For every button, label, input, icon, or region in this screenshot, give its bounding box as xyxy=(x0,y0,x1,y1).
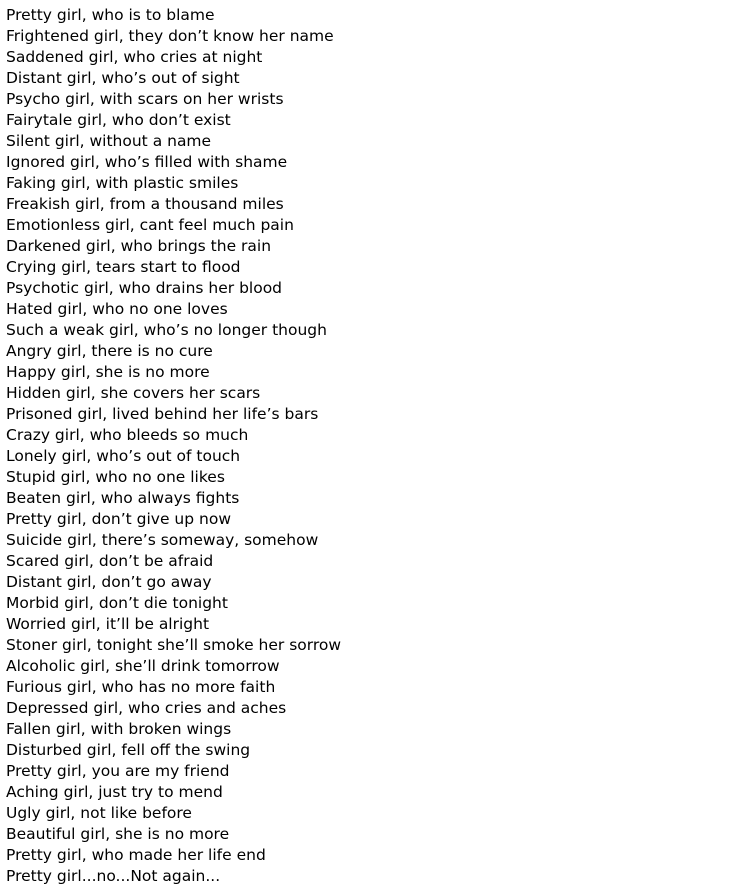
poem-line: Darkened girl, who brings the rain xyxy=(6,237,272,255)
poem-line: Psycho girl, with scars on her wrists xyxy=(6,90,284,108)
poem-line: Ugly girl, not like before xyxy=(6,804,192,822)
poem-line: Disturbed girl, fell off the swing xyxy=(6,741,251,759)
poem-line: Morbid girl, don’t die tonight xyxy=(6,594,228,612)
poem-line: Prisoned girl, lived behind her life’s bars xyxy=(6,405,319,423)
poem-line: Worried girl, it’ll be alright xyxy=(6,615,210,633)
poem-line: Alcoholic girl, she’ll drink tomorrow xyxy=(6,657,280,675)
poem-line: Emotionless girl, cant feel much pain xyxy=(6,216,294,234)
poem-line: Beautiful girl, she is no more xyxy=(6,825,230,843)
poem-line: Pretty girl, don’t give up now xyxy=(6,510,232,528)
poem-line: Freakish girl, from a thousand miles xyxy=(6,195,284,213)
poem-line: Beaten girl, who always fights xyxy=(6,489,240,507)
poem-line: Pretty girl, who made her life end xyxy=(6,846,266,864)
poem-line: Pretty girl, you are my friend xyxy=(6,762,230,780)
poem-line: Stoner girl, tonight she’ll smoke her sorrow xyxy=(6,636,342,654)
poem-line: Saddened girl, who cries at night xyxy=(6,48,263,66)
poem-line: Ignored girl, who’s filled with shame xyxy=(6,153,288,171)
poem-line: Furious girl, who has no more faith xyxy=(6,678,276,696)
poem-line: Fairytale girl, who don’t exist xyxy=(6,111,231,129)
poem-line: Scared girl, don’t be afraid xyxy=(6,552,214,570)
poem-line: Lonely girl, who’s out of touch xyxy=(6,447,241,465)
poem-line: Faking girl, with plastic smiles xyxy=(6,174,239,192)
poem-line: Distant girl, don’t go away xyxy=(6,573,212,591)
poem-line: Hidden girl, she covers her scars xyxy=(6,384,261,402)
poem-line: Stupid girl, who no one likes xyxy=(6,468,225,486)
poem-line: Hated girl, who no one loves xyxy=(6,300,228,318)
poem-line: Crazy girl, who bleeds so much xyxy=(6,426,249,444)
poem-line: Angry girl, there is no cure xyxy=(6,342,213,360)
poem-line: Such a weak girl, who’s no longer though xyxy=(6,321,327,339)
poem-line: Happy girl, she is no more xyxy=(6,363,210,381)
poem-line: Pretty girl...no...Not again... xyxy=(6,867,221,885)
poem-line: Crying girl, tears start to flood xyxy=(6,258,241,276)
poem-line: Depressed girl, who cries and aches xyxy=(6,699,287,717)
poem-line: Silent girl, without a name xyxy=(6,132,212,150)
poem-line: Fallen girl, with broken wings xyxy=(6,720,232,738)
poem-line: Aching girl, just try to mend xyxy=(6,783,223,801)
poem-line: Psychotic girl, who drains her blood xyxy=(6,279,283,297)
poem-line: Distant girl, who’s out of sight xyxy=(6,69,240,87)
poem-line: Pretty girl, who is to blame xyxy=(6,6,215,24)
poem-line: Suicide girl, there’s someway, somehow xyxy=(6,531,319,549)
poem-line: Frightened girl, they don’t know her name xyxy=(6,27,334,45)
poem-text xyxy=(6,5,341,887)
